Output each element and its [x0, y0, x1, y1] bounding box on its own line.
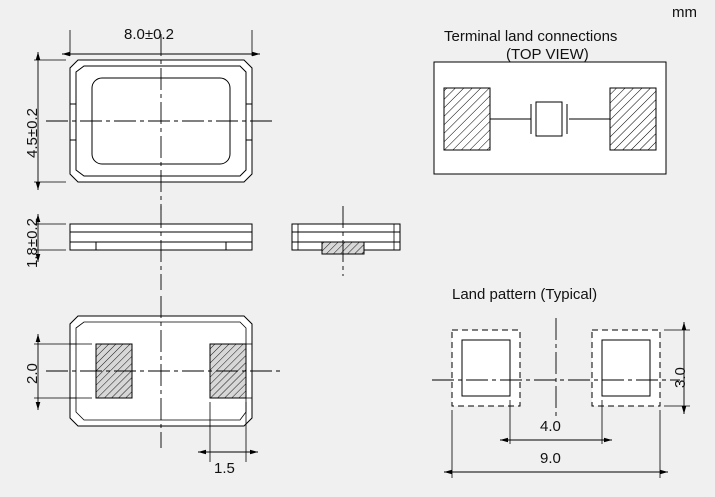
dim-pad-height-label: 2.0: [24, 363, 41, 384]
dim-top-height-label: 4.5±0.2: [24, 108, 41, 158]
terminal-land-title-line2: (TOP VIEW): [506, 46, 589, 63]
dim-side-thickness-label: 1.8±0.2: [24, 218, 41, 268]
dim-pad-offset-label: 1.5: [214, 460, 235, 477]
terminal-land-title-line1: Terminal land connections: [444, 28, 618, 45]
dim-land-height-label: 3.0: [672, 367, 689, 388]
bottom-view: [46, 296, 280, 448]
dim-land-outer-label: 9.0: [540, 450, 561, 467]
dim-top-width-label: 8.0±0.2: [124, 26, 174, 43]
units-label: mm: [672, 4, 697, 21]
right-side-view: [292, 206, 400, 276]
front-side-view: [70, 206, 252, 290]
top-view: [46, 34, 276, 210]
dim-land-inner-label: 4.0: [540, 418, 561, 435]
land-pattern-title: Land pattern (Typical): [452, 286, 598, 303]
terminal-land-connections-view: [434, 62, 666, 174]
land-pattern-view: [432, 318, 690, 478]
